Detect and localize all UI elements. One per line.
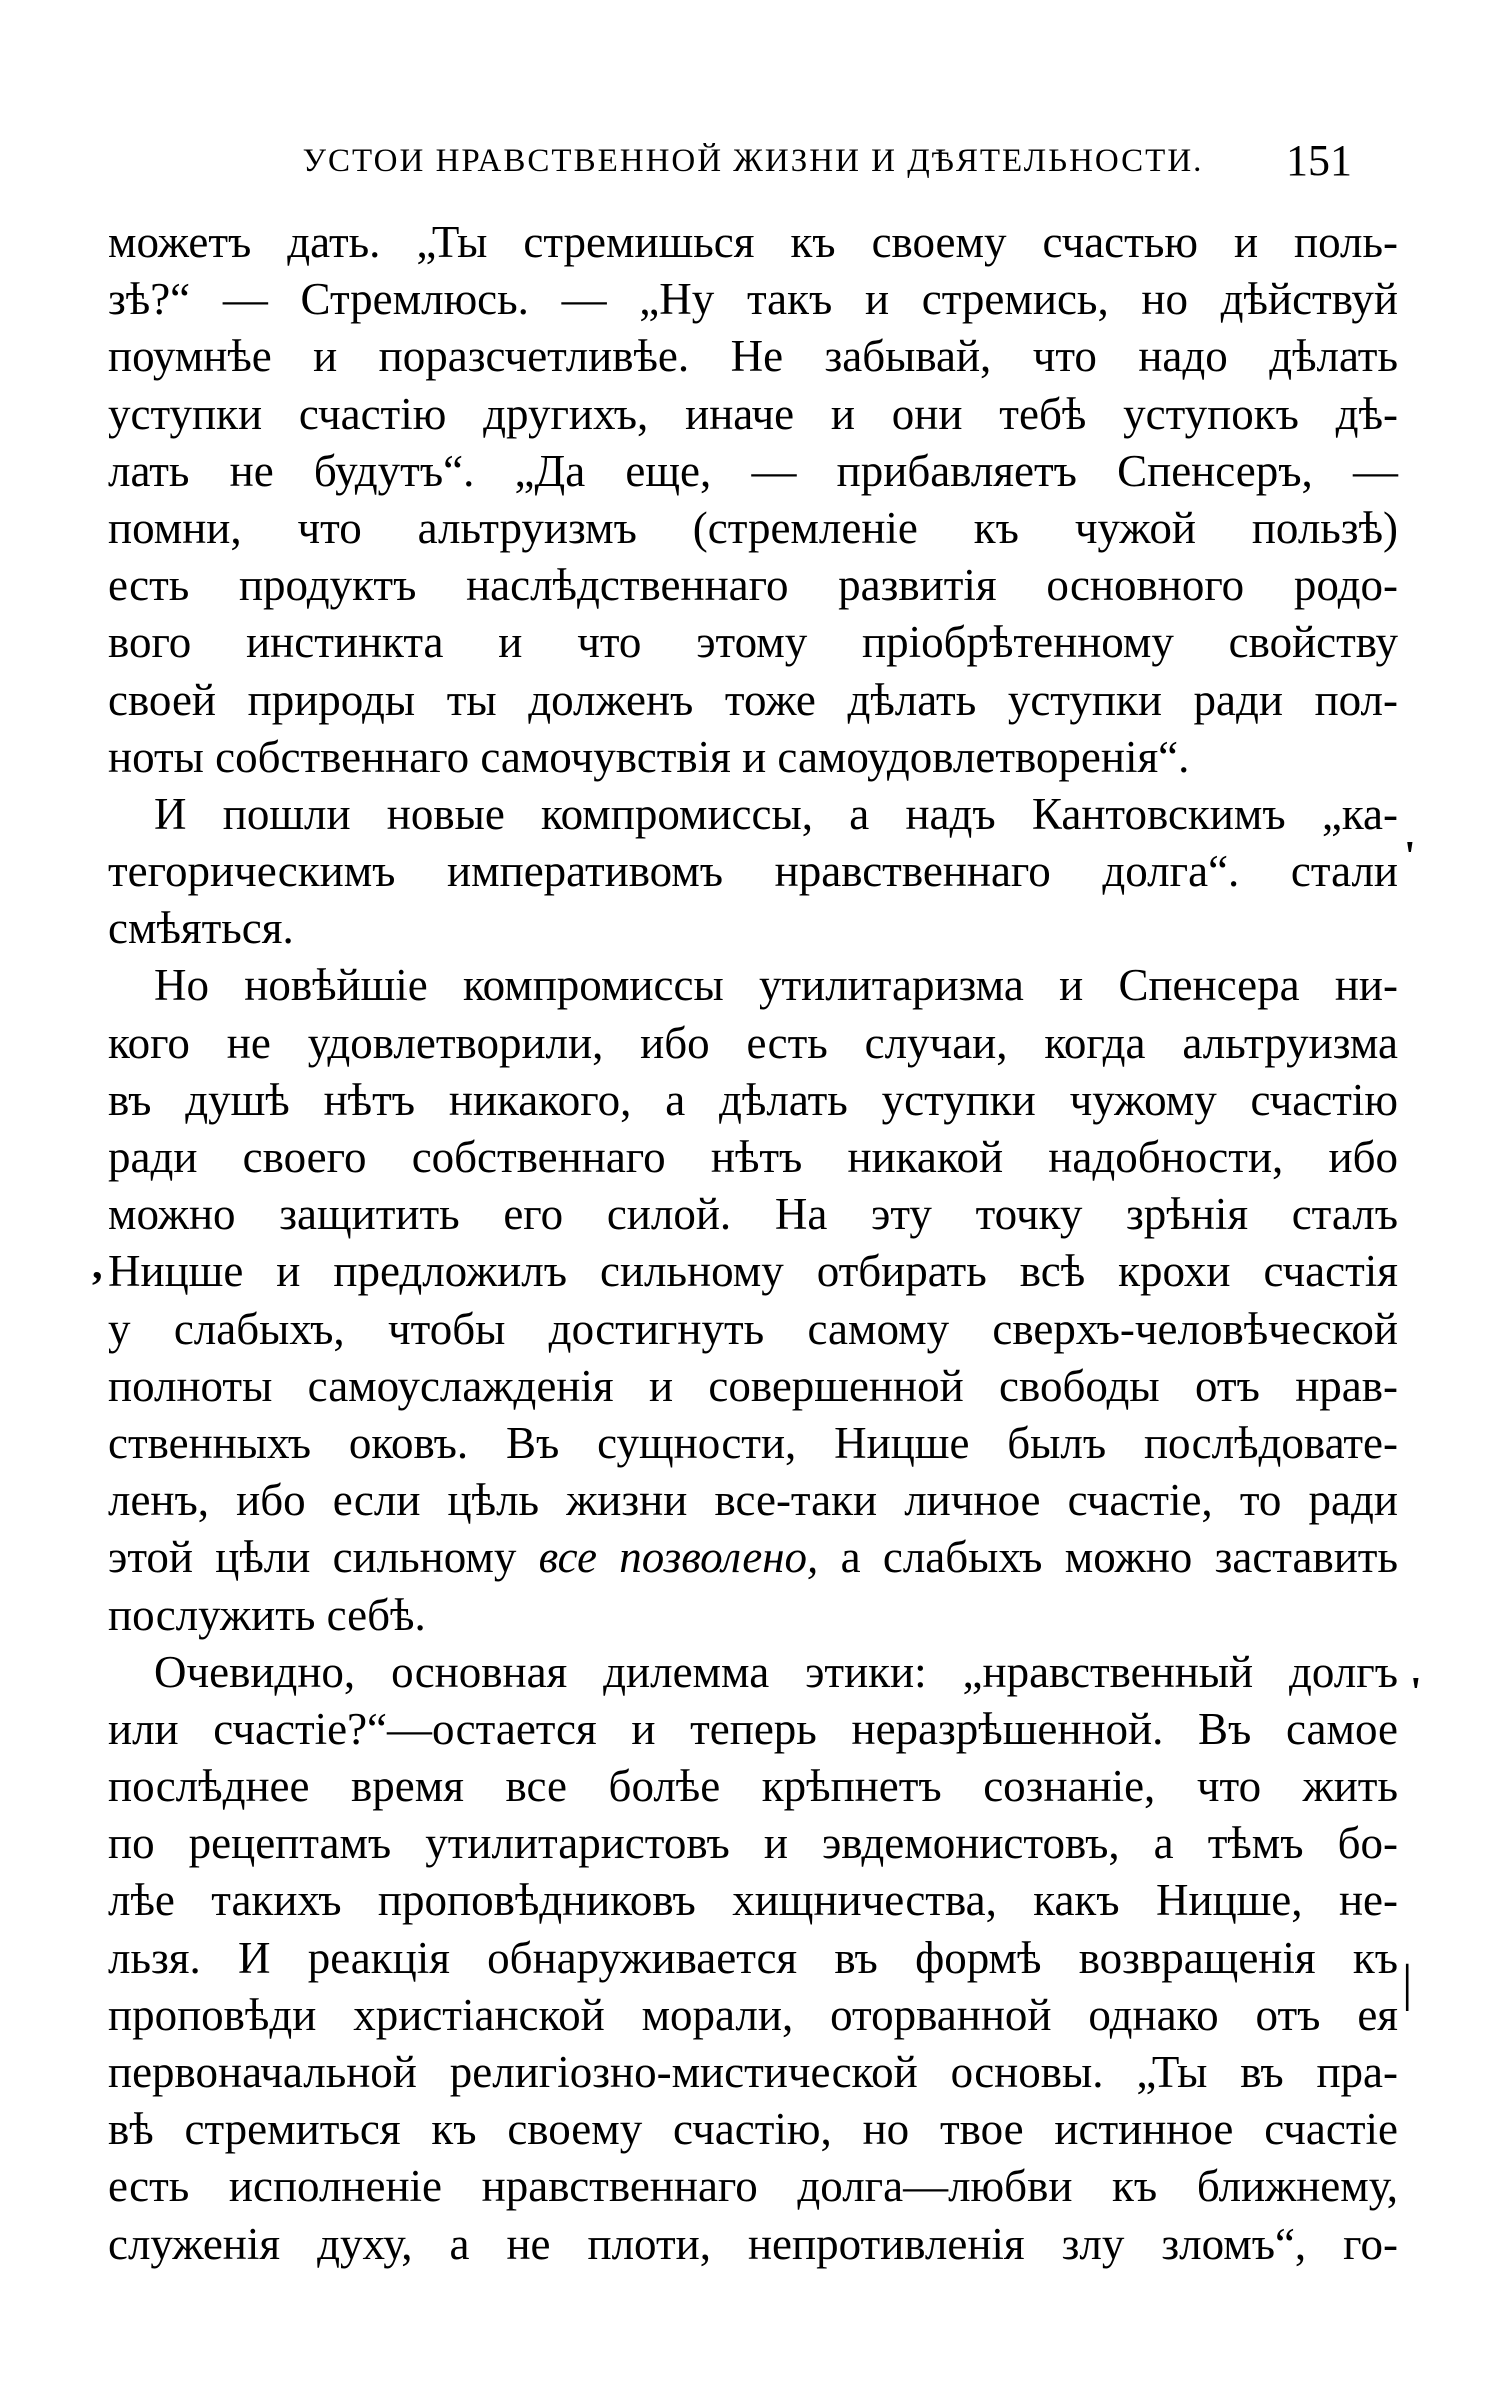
text-line — [108, 2216, 1398, 2273]
text-segment: вого инстинкта и что этому пріобрѣтенному свойству — [108, 617, 1398, 668]
text-segment: льзя. И реакція обнаруживается въ формѣ возвращенія къ — [108, 1932, 1398, 1983]
text-segment: тегорическимъ императивомъ нравственнаго долга“. стали — [108, 846, 1398, 897]
apostrophe-margin-mark: ' — [1410, 1670, 1422, 1716]
text-segment: есть продуктъ наслѣдственнаго развитія основного родо- — [108, 560, 1398, 611]
text-body — [108, 214, 1398, 2273]
text-line — [108, 672, 1398, 729]
text-segment: И пошли новые компромиссы, а надъ Кантовскимъ „ка- — [154, 788, 1398, 839]
text-line — [108, 1129, 1398, 1186]
text-segment: лѣе такихъ проповѣдниковъ хищничества, какъ Ницше, не- — [108, 1875, 1398, 1926]
page-number: 151 — [1286, 136, 1352, 185]
text-line — [108, 614, 1398, 671]
text-segment: первоначальной религіозно-мистической основы. „Ты въ пра- — [108, 2047, 1398, 2097]
text-line — [108, 2101, 1398, 2158]
text-segment: послѣднее время все болѣе крѣпнетъ сознаніе, что жить — [108, 1761, 1398, 1812]
text-line — [108, 328, 1398, 385]
text-line — [108, 500, 1398, 557]
running-title: УСТОИ НРАВСТВЕННОЙ ЖИЗНИ И ДѢЯТЕЛЬНОСТИ. — [302, 143, 1204, 179]
text-segment: ственныхъ оковъ. Въ сущности, Ницше былъ послѣдовате- — [108, 1417, 1398, 1468]
text-segment: зѣ?“ — Стремлюсь. — „Ну такъ и стремись, но дѣйствуй — [108, 274, 1398, 325]
text-segment: этой цѣли сильному — [108, 1532, 539, 1583]
text-line — [108, 729, 1398, 786]
text-segment: послужить себѣ. — [108, 1589, 426, 1640]
text-line — [108, 1587, 1398, 1644]
apostrophe-margin-mark: ' — [1404, 834, 1416, 880]
text-line — [108, 1872, 1398, 1929]
text-line — [108, 1987, 1398, 2044]
text-segment: поумнѣе и поразсчетливѣе. Не забывай, что надо дѣлать — [108, 331, 1398, 382]
text-line — [108, 957, 1398, 1014]
text-line — [108, 1472, 1398, 1529]
text-line — [108, 843, 1398, 900]
text-segment: можетъ дать. „Ты стремишься къ своему счастью и поль- — [108, 217, 1398, 267]
text-segment: есть исполненіе нравственнаго долга—любви къ ближнему, — [108, 2161, 1398, 2212]
text-line — [108, 1758, 1398, 1815]
text-segment: ленъ, ибо если цѣль жизни все-таки личное счастіе, то ради — [108, 1475, 1398, 1526]
text-line — [108, 214, 1398, 271]
text-segment: а слабыхъ можно заставить — [818, 1532, 1398, 1583]
text-line — [108, 1644, 1398, 1701]
text-line — [108, 1243, 1398, 1300]
text-line — [108, 1415, 1398, 1472]
text-segment: кого не удовлетворили, ибо есть случаи, когда альтруизма — [108, 1017, 1398, 1068]
text-segment: помни, что альтруизмъ (стремленіе къ чужой пользѣ) — [108, 502, 1398, 553]
text-segment: по рецептамъ утилитаристовъ и эвдемонистовъ, а тѣмъ бо- — [108, 1818, 1398, 1869]
text-line — [108, 443, 1398, 500]
italic-phrase: все позволено, — [538, 1532, 819, 1583]
text-line — [108, 1072, 1398, 1129]
text-line — [108, 786, 1398, 843]
text-line — [108, 1815, 1398, 1872]
comma-margin-mark: , — [92, 1242, 103, 1288]
vertical-stroke-margin-mark: | — [1402, 1955, 1413, 2012]
text-segment: Но новѣйшіе компромиссы утилитаризма и Спенсера ни- — [154, 960, 1398, 1011]
text-line — [108, 1015, 1398, 1072]
text-line — [108, 557, 1398, 614]
text-segment: полноты самоуслажденія и совершенной свободы отъ нрав- — [108, 1360, 1398, 1411]
text-line — [108, 2158, 1398, 2215]
text-segment: своей природы ты долженъ тоже дѣлать уступки ради пол- — [108, 674, 1398, 725]
text-segment: или счастіе?“—остается и теперь неразрѣшенной. Въ самое — [108, 1703, 1398, 1754]
text-line — [108, 1186, 1398, 1243]
text-segment: Очевидно, основная дилемма этики: „нравственный долгъ — [154, 1646, 1398, 1697]
text-line — [108, 386, 1398, 443]
text-line — [108, 1301, 1398, 1358]
text-segment: въ душѣ нѣтъ никакого, а дѣлать уступки чужому счастію — [108, 1074, 1398, 1125]
text-line — [108, 1930, 1398, 1987]
text-segment: лать не будутъ“. „Да еще, — прибавляетъ Спенсеръ, — — [108, 445, 1398, 496]
text-segment: Ницше и предложилъ сильному отбирать всѣ крохи счастія — [108, 1246, 1398, 1297]
text-line — [108, 2044, 1398, 2101]
text-segment: уступки счастію другихъ, иначе и они тебѣ уступокъ дѣ- — [108, 388, 1398, 439]
text-line — [108, 1701, 1398, 1758]
text-segment: вѣ стремиться къ своему счастію, но твое истинное счастіе — [108, 2104, 1398, 2155]
text-segment: служенія духу, а не плоти, непротивленія злу зломъ“, го- — [108, 2218, 1398, 2269]
running-header — [108, 136, 1398, 186]
text-segment: у слабыхъ, чтобы достигнуть самому сверхъ-человѣческой — [108, 1303, 1398, 1354]
text-line — [108, 1529, 1398, 1586]
text-segment: ради своего собственнаго нѣтъ никакой надобности, ибо — [108, 1132, 1398, 1182]
text-line — [108, 271, 1398, 328]
text-segment: можно защитить его силой. На эту точку зрѣнія сталъ — [108, 1189, 1398, 1240]
text-line — [108, 900, 1398, 957]
text-segment: смѣяться. — [108, 903, 294, 954]
text-segment: проповѣди христіанской морали, оторванной однако отъ ея — [108, 1989, 1398, 2040]
text-segment: ноты собственнаго самочувствія и самоудовлетворенія“. — [108, 731, 1190, 782]
text-line — [108, 1358, 1398, 1415]
